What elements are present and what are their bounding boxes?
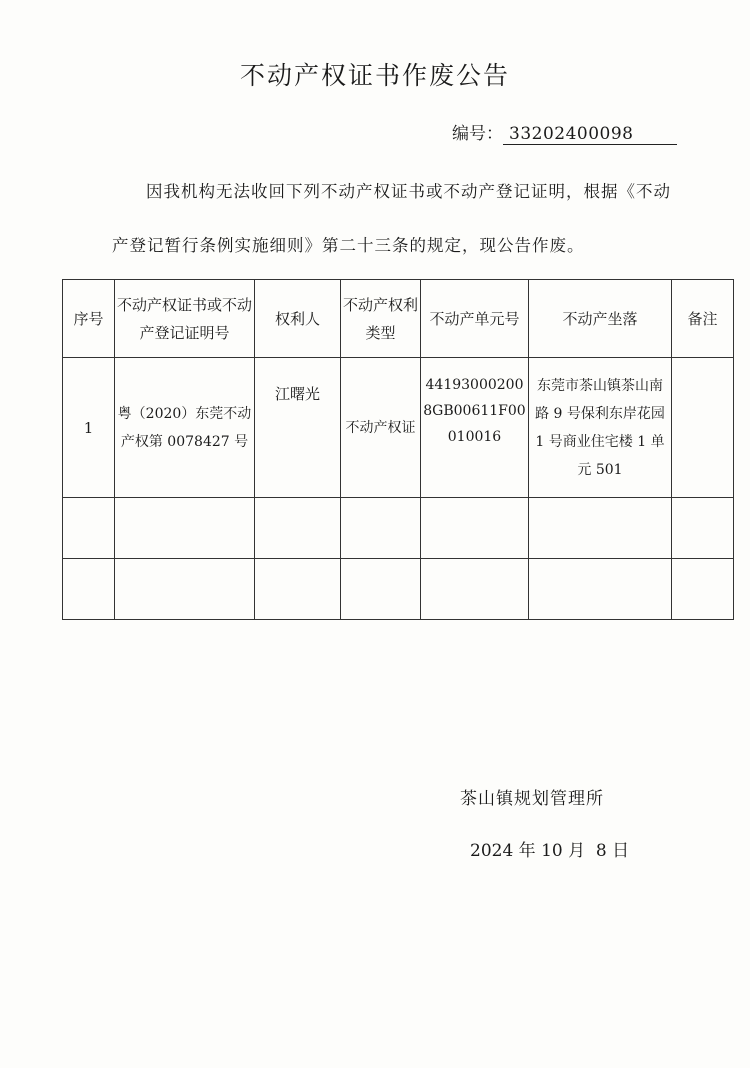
header-certificate-number: 不动产权证书或不动产登记证明号 [115,280,255,358]
cell-location [529,498,672,559]
header-location: 不动产坐落 [529,280,672,358]
cell-right-type [341,559,421,620]
header-index: 序号 [63,280,115,358]
cell-right-holder: 江曙光 [255,358,341,498]
cell-unit-number [421,498,529,559]
header-right-type: 不动产权利类型 [341,280,421,358]
cell-right-holder [255,498,341,559]
document-number-value: 33202400098 [503,124,677,145]
cell-unit-number: 441930002008GB00611F00010016 [421,358,529,498]
cell-remarks [672,559,734,620]
cell-remarks [672,498,734,559]
table-row [63,358,734,498]
cell-right-type [341,498,421,559]
document-number-label: 编号： [452,124,503,144]
body-paragraph-line-2: 产登记暂行条例实施细则》第二十三条的规定，现公告作废。 [112,236,585,255]
table-row [63,559,734,620]
cell-certificate-number: 粤（2020）东莞不动产权第 0078427 号 [115,358,255,498]
cell-location: 东莞市茶山镇茶山南路 9 号保利东岸花园 1 号商业住宅楼 1 单元 501 [529,358,672,498]
document-number [452,119,677,145]
header-unit-number: 不动产单元号 [421,280,529,358]
cell-certificate-number [115,559,255,620]
body-paragraph-line-1: 因我机构无法收回下列不动产权证书或不动产登记证明，根据《不动 [146,182,671,201]
cell-right-type: 不动产权证 [341,358,421,498]
table-header-row [63,280,734,358]
header-remarks: 备注 [672,280,734,358]
issue-date: 2024 年 10 月 8 日 [470,841,630,861]
cell-remarks [672,358,734,498]
cell-unit-number [421,559,529,620]
cell-location [529,559,672,620]
cell-certificate-number [115,498,255,559]
issuing-organization: 茶山镇规划管理所 [460,789,604,809]
table-row [63,498,734,559]
page-title: 不动产权证书作废公告 [239,61,510,90]
cell-index: 1 [63,358,115,498]
cell-right-holder [255,559,341,620]
header-right-holder: 权利人 [255,280,341,358]
void-certificate-table [62,279,734,620]
cell-index [63,559,115,620]
cell-index [63,498,115,559]
